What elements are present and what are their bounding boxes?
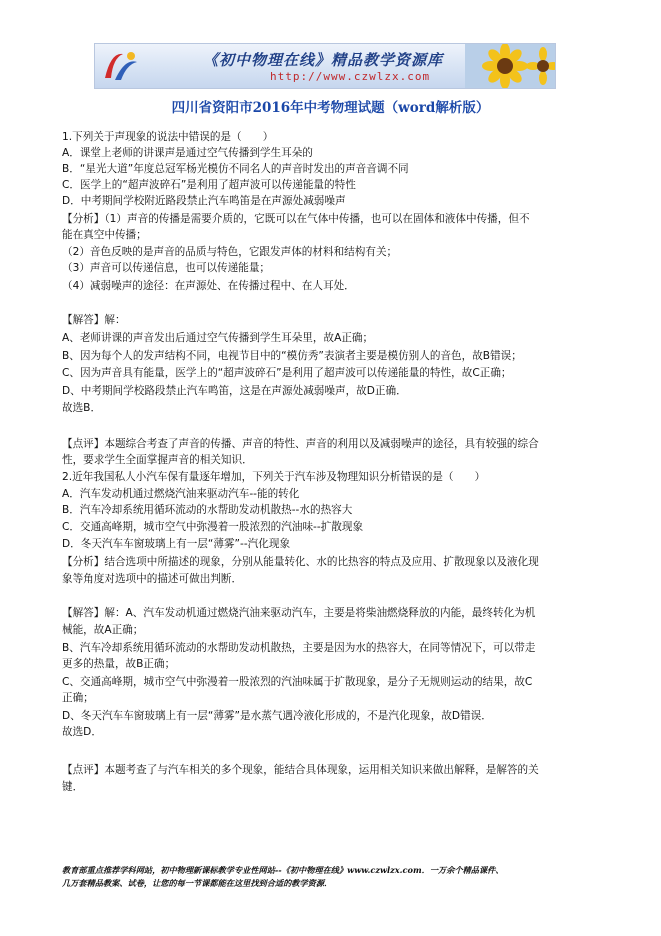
- text-line: D．中考期间学校附近路段禁止汽车鸣笛是在声源处减弱噪声: [62, 195, 346, 207]
- text-line: 象等角度对选项中的描述可做出判断．: [62, 573, 243, 585]
- text-line: A、老师讲课的声音发出后通过空气传播到学生耳朵里，故A正确；: [62, 332, 374, 344]
- text-line: 械能，故A正确；: [62, 624, 144, 636]
- text-line: A．汽车发动机通过燃烧汽油来驱动汽车--能的转化: [62, 488, 300, 500]
- header-banner: [94, 43, 556, 89]
- text-line: 2.近年我国私人小汽车保有量逐年增加，下列关于汽车涉及物理知识分析错误的是（ ）: [62, 471, 486, 483]
- text-line: （4）减弱噪声的途径：在声源处、在传播过程中、在人耳处．: [62, 280, 355, 292]
- text-line: 【分析】（1）声音的传播是需要介质的，它既可以在气体中传播，也可以在固体和液体中传播，但不: [62, 213, 530, 225]
- text-line: 能在真空中传播；: [62, 229, 147, 241]
- text-line: D、中考期间学校路段禁止汽车鸣笛，这是在声源处减弱噪声，故D正确．: [62, 385, 407, 397]
- text-line: C、交通高峰期，城市空气中弥漫着一股浓烈的汽油味属于扩散现象，是分子无规则运动的结果，故C: [62, 676, 533, 688]
- text-line: A．课堂上老师的讲课声是通过空气传播到学生耳朵的: [62, 147, 313, 159]
- text-line: 【分析】结合选项中所描述的现象，分别从能量转化、水的比热容的特点及应用、扩散现象以及液化现: [62, 556, 539, 568]
- text-line: 正确；: [62, 692, 94, 704]
- document-title: 四川省资阳市2016年中考物理试题（word解析版）: [171, 100, 490, 116]
- text-line: 故选D．: [62, 726, 102, 738]
- banner-url[interactable]: http://www.czwlzx.com: [270, 70, 431, 83]
- footer-line: 教育部重点推荐学科网站，初中物理新课标教学专业性网站--《初中物理在线》www.czwlzx.com．一万余个精品课件、: [62, 865, 504, 875]
- text-line: B、汽车冷却系统用循环流动的水帮助发动机散热，主要是因为水的热容大，在同等情况下，可以带走: [62, 642, 536, 654]
- banner-title: 《初中物理在线》精品教学资源库: [203, 51, 444, 69]
- text-line: （3）声音可以传递信息，也可以传递能量；: [62, 262, 271, 274]
- text-line: C、因为声音具有能量，医学上的“超声波碎石”是利用了超声波可以传递能量的特性，故C正确；: [62, 367, 512, 379]
- text-line: 性，要求学生全面掌握声音的相关知识．: [62, 454, 253, 466]
- text-line: 键．: [62, 781, 84, 793]
- text-line: 【点评】本题考查了与汽车相关的多个现象，能结合具体现象，运用相关知识来做出解释，是解答的关: [62, 764, 539, 776]
- sunflower-icon: [465, 44, 555, 88]
- text-line: 更多的热量，故B正确；: [62, 658, 176, 670]
- text-line: 【解答】解：: [62, 314, 126, 326]
- text-line: 故选B．: [62, 402, 102, 414]
- text-line: 1.下列关于声现象的说法中错误的是（ ）: [62, 131, 274, 143]
- text-line: D、冬天汽车车窗玻璃上有一层“薄雾”是水蒸气遇冷液化形成的，不是汽化现象，故D错误．: [62, 710, 492, 722]
- text-line: （2）音色反映的是声音的品质与特色，它跟发声体的材料和结构有关；: [62, 246, 398, 258]
- text-line: B．汽车冷却系统用循环流动的水帮助发动机散热--水的热容大: [62, 504, 353, 516]
- text-line: 【解答】解：A、汽车发动机通过燃烧汽油来驱动汽车，主要是将柴油燃烧释放的内能，最终转化为机: [62, 607, 536, 619]
- text-line: C．交通高峰期，城市空气中弥漫着一股浓烈的汽油味--扩散现象: [62, 521, 364, 533]
- text-line: 【点评】本题综合考查了声音的传播、声音的特性、声音的利用以及减弱噪声的途径，具有较强的综合: [62, 438, 539, 450]
- text-line: D．冬天汽车车窗玻璃上有一层“薄雾”--汽化现象: [62, 538, 291, 550]
- site-logo-icon: [101, 48, 141, 84]
- text-line: B、因为每个人的发声结构不同，电视节目中的“模仿秀”表演者主要是模仿别人的音色，故B错误；: [62, 350, 522, 362]
- text-line: B．“星光大道”年度总冠军杨光模仿不同名人的声音时发出的声音音调不同: [62, 163, 409, 175]
- footer-line: 几万套精品教案、试卷，让您的每一节课都能在这里找到合适的教学资源．: [62, 878, 333, 888]
- text-line: C．医学上的“超声波碎石”是利用了超声波可以传递能量的特性: [62, 179, 356, 191]
